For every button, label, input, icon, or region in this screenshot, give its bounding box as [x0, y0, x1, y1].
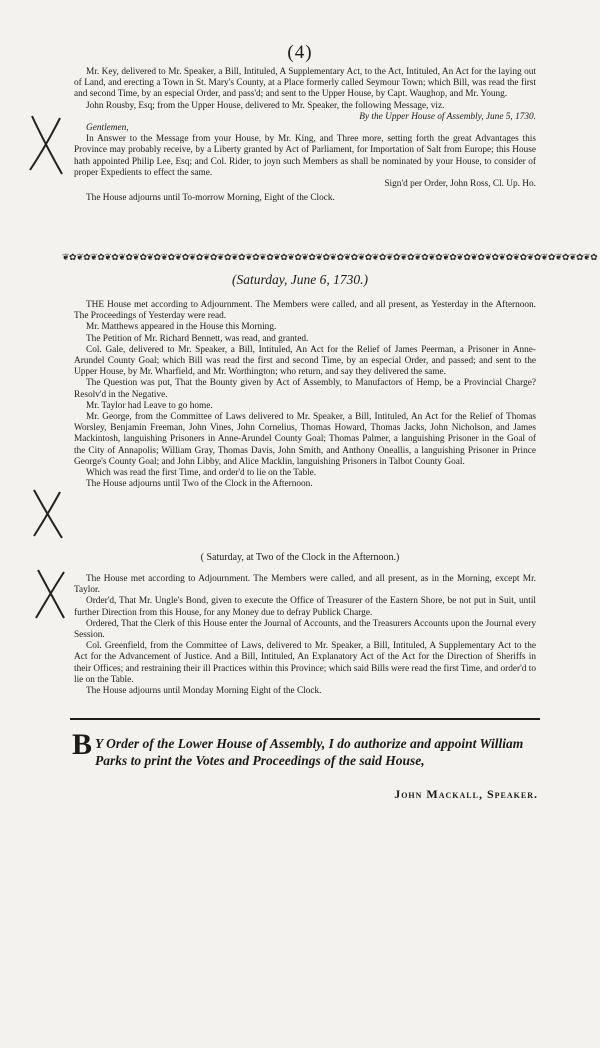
upper-house-dateline: By the Upper House of Assembly, June 5, 1730.: [359, 111, 536, 122]
aft-para-3: Col. Greenfield, from the Committee of Laws, delivered to Mr. Speaker, a Bill, Intituled, A Supplementary Act to the Act for the Advancement of Justice. And a Bill, Intituled, An Explanatory Act of the Act for the Direction of Sheriffs in their Offices; and restraining their ill Practices within this Province; which said Bills were read the first Time, and order'd to lie on the Table.: [74, 641, 536, 685]
sat-para-8: The House adjourns until Two of the Clock in the Afternoon.: [86, 479, 313, 490]
afternoon-heading: ( Saturday, at Two of the Clock in the Afternoon.): [200, 552, 400, 563]
margin-x-mark: [30, 568, 70, 622]
saturday-morning-section: [74, 300, 536, 490]
sat-para-3: Col. Gale, delivered to Mr. Speaker, a Bill, Intituled, An Act for the Relief of James Peerman, a Prisoner in Anne-Arundel County Goal; which Bill was read the first and second Time, by an especial Order, and passed; and sent to the Upper House, by Mr. Wharfield, and Mr. Worthington; who return, and say they delivered the same.: [74, 344, 536, 378]
sat-para-2: The Petition of Mr. Richard Bennett, was read, and granted.: [86, 333, 309, 344]
aft-para-2: Ordered, That the Clerk of this House enter the Journal of Accounts, and the Treasurers Accounts upon the Journal every Session.: [74, 618, 536, 641]
section-rule: [70, 718, 540, 720]
margin-x-mark: [28, 486, 68, 542]
margin-x-mark: [26, 112, 68, 178]
print-order: [72, 728, 540, 769]
page-number: (4): [287, 42, 313, 63]
paragraph-rousby: John Rousby, Esq; from the Upper House, delivered to Mr. Speaker, the following Message, viz.: [86, 100, 445, 111]
aft-para-1: Order'd, That Mr. Ungle's Bond, given to execute the Office of Treasurer of the Eastern Shore, be not put in Suit, until further Direction from this House, for any Money due to defray Publick Charge.: [74, 596, 536, 618]
date-heading: (Saturday, June 6, 1730.): [232, 272, 368, 287]
message-text: In Answer to the Message from your House, by Mr. King, and Three more, setting forth the great Advantages this Province may probably receive, by a Liberty granted by Act of Parliament, for Importation of Salt from Europe; this House hath appointed Philip Lee, Esq; and Col. Rider, to joyn such Members as shall be nominated by your House, to consider of proper Expedients to effect the same.: [74, 134, 536, 178]
sat-para-1: Mr. Matthews appeared in the House this Morning.: [86, 322, 277, 333]
sat-para-4: The Question was put, That the Bounty given by Act of Assembly, to Manufactors of Hemp, be a Provincial Charge? Resolv'd in the Negative.: [74, 378, 536, 400]
adjourn-line-1: The House adjourns until To-morrow Morning, Eight of the Clock.: [86, 193, 335, 204]
aft-para-0: The House met according to Adjournment. The Members were called, and all present, as in the Morning, except Mr. Taylor.: [74, 574, 536, 596]
paragraph-bill-key: Mr. Key, delivered to Mr. Speaker, a Bill, Intituled, A Supplementary Act, to the Act, Intituled, An Act for the laying out of Land, and erecting a Town in St. Mary's County, at a Place formerly called Seymour Town; which Bill, was read the first and second Time, by an especial Order, and pass'd; and sent to the Upper House, by Capt. Waughop, and Mr. Young.: [74, 67, 536, 100]
sat-para-5: Mr. Taylor had Leave to go home.: [86, 400, 213, 411]
ornament-border: ❦✿❦✿❦✿❦✿❦✿❦✿❦✿❦✿❦✿❦✿❦✿❦✿❦✿❦✿❦✿❦✿❦✿❦✿❦✿❦✿❦✿❦✿❦✿❦✿❦✿❦✿❦✿❦✿❦✿❦✿❦✿❦✿❦✿❦✿❦✿❦✿❦✿❦✿: [62, 252, 598, 262]
sat-para-6: Mr. George, from the Committee of Laws delivered to Mr. Speaker, a Bill, Intituled, An Act for the Relief of Thomas Worsley, Benjamin Freeman, John Vines, John Cornelius, Thomas Howard, Thomas Jacks, John Nicholson, and James Mackintosh, languishing Prisoners in Anne-Arundel County Goal; Thomas Palmer, a languishing Prisoner in the Goal of the City of Annapolis; William Gray, Thomas Davis, John Smith, and Anthony Oneallis, a languishing Prisoner in Prince George's County Goal; and John Libby, and Alice Macklin, languishing Prisoners in Talbot County Goal.: [74, 412, 536, 467]
print-order-text: Y Order of the Lower House of Assembly, I do authorize and appoint William Parks to print the Votes and Proceedings of the said House,: [95, 736, 524, 768]
signature-ross: Sign'd per Order, John Ross, Cl. Up. Ho.: [384, 179, 536, 190]
sat-para-7: Which was read the first Time, and order'd to lie on the Table.: [86, 468, 317, 479]
top-section: [74, 67, 536, 204]
saturday-afternoon-section: [74, 574, 536, 697]
aft-para-4: The House adjourns until Monday Morning Eight of the Clock.: [86, 686, 322, 697]
sat-para-0: THE House met according to Adjournment. The Members were called, and all present, as Yesterday in the Afternoon. The Proceedings of Yesterday were read.: [74, 300, 536, 322]
speaker-signature: John Mackall, Speaker.: [394, 787, 538, 801]
drop-cap: B: [72, 728, 93, 761]
salutation: Gentlemen,: [86, 123, 129, 134]
